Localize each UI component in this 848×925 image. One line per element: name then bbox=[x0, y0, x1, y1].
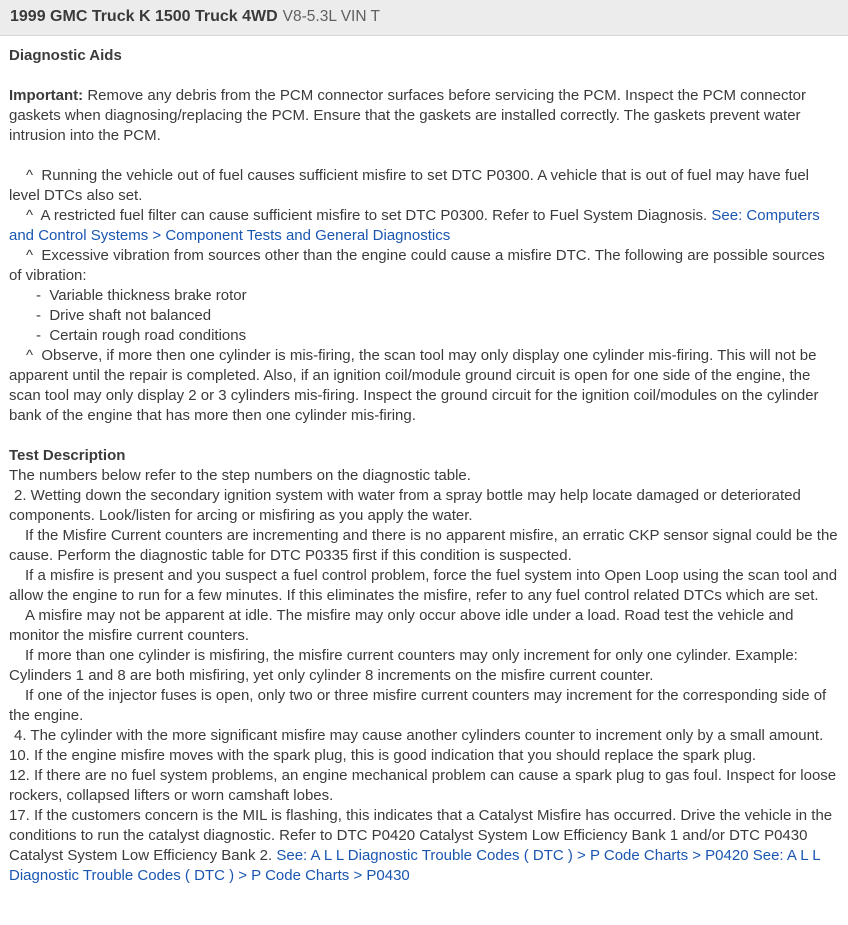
step-10: 10. If the engine misfire moves with the spark plug, this is good indication that you should replace the spark plug. bbox=[9, 747, 757, 764]
important-text: Remove any debris from the PCM connector surfaces before servicing the PCM. Inspect the PCM connector gaskets when diagnosing/replacing the PCM. Ensure that the gaskets are installed correctly. The gaskets prevent water intrusion into the PCM. bbox=[9, 87, 811, 144]
step-2-note-open-loop: If a misfire is present and you suspect a fuel control problem, force the fuel system into Open Loop using the scan tool and allow the engine to run for a few minutes. If this eliminates the misfire, refer to any fuel control related DTCs which are set. bbox=[9, 567, 842, 604]
important-note bbox=[9, 86, 839, 146]
step-2-note-injector-fuses: If one of the injector fuses is open, only two or three misfire current counters may increment for the corresponding side of the engine. bbox=[9, 687, 831, 724]
step-4: 4. The cylinder with the more significant misfire may cause another cylinders counter to increment only by a small amount. bbox=[14, 727, 824, 744]
step-17 bbox=[9, 806, 839, 886]
link-computers-and-control-systems[interactable]: See: Computers and Control Systems > Component Tests and General Diagnostics bbox=[9, 207, 824, 244]
list-item-text: ^ A restricted fuel filter can cause sufficient misfire to set DTC P0300. Refer to Fuel System Diagnosis. bbox=[26, 207, 712, 224]
engine-subtitle: V8-5.3L VIN T bbox=[282, 8, 381, 25]
list-item-fuel-out: ^ Running the vehicle out of fuel causes sufficient misfire to set DTC P0300. A vehicle that is out of fuel may have fuel level DTCs also set. bbox=[9, 167, 814, 204]
document-body bbox=[0, 36, 848, 898]
step-2-note-idle: A misfire may not be apparent at idle. The misfire may only occur above idle under a load. Road test the vehicle and monitor the misfire current counters. bbox=[9, 607, 798, 644]
step-2-note-ckp: If the Misfire Current counters are incrementing and there is no apparent misfire, an erratic CKP sensor signal could be the cause. Perform the diagnostic table for DTC P0335 first if this condition is suspected. bbox=[9, 527, 842, 564]
link-p-code-charts-p0430[interactable]: See: A L L Diagnostic Trouble Codes ( DTC ) > P Code Charts > P0430 bbox=[9, 847, 825, 884]
step-12: 12. If there are no fuel system problems, an engine mechanical problem can cause a spark plug to gas foul. Inspect for loose rockers, collapsed lifters or worn camshaft lobes. bbox=[9, 767, 841, 804]
sub-list-item-rough-road: - Certain rough road conditions bbox=[36, 327, 247, 344]
list-item-fuel-filter bbox=[9, 206, 839, 246]
section-heading-test-description: Test Description bbox=[9, 447, 126, 464]
link-p-code-charts-p0420[interactable]: See: A L L Diagnostic Trouble Codes ( DTC ) > P Code Charts > P0420 bbox=[276, 847, 749, 864]
test-description-intro: The numbers below refer to the step numbers on the diagnostic table. bbox=[9, 467, 471, 484]
section-heading-diagnostic-aids: Diagnostic Aids bbox=[9, 47, 122, 64]
list-item-vibration: ^ Excessive vibration from sources other than the engine could cause a misfire DTC. The following are possible sources of vibration: bbox=[9, 247, 829, 284]
sub-list-item-drive-shaft: - Drive shaft not balanced bbox=[36, 307, 212, 324]
step-2-note-multiple-cylinders: If more than one cylinder is misfiring, the misfire current counters may only increment for only one cylinder. Example: Cylinders 1 and 8 are both misfiring, yet only cylinder 8 increments on the misfire current counter. bbox=[9, 647, 802, 684]
sub-list-item-brake-rotor: - Variable thickness brake rotor bbox=[36, 287, 247, 304]
step-2: 2. Wetting down the secondary ignition system with water from a spray bottle may help locate damaged or deteriorated components. Look/listen for arcing or misfiring as you apply the water. bbox=[9, 487, 805, 524]
vehicle-title: 1999 GMC Truck K 1500 Truck 4WD bbox=[10, 8, 278, 25]
step-17-text: 17. If the customers concern is the MIL is flashing, this indicates that a Catalyst Misfire has occurred. Drive the vehicle in the conditions to run the catalyst diagnostic. Refer to DTC P0420 Catalyst System Low Efficiency Bank 1 and/or DTC P0430 Catalyst System Low Efficiency Bank 2. bbox=[9, 807, 837, 864]
list-item-observe: ^ Observe, if more then one cylinder is mis-firing, the scan tool may only display one cylinder mis-firing. This will not be apparent until the repair is completed. Also, if an ignition coil/module ground circuit is open for one side of the engine, the scan tool may only display 2 or 3 cylinders mis-firing. Inspect the ground circuit for the ignition coil/modules on the cylinder bank of the engine that has more then one cylinder mis-firing. bbox=[9, 347, 823, 424]
page-header bbox=[0, 0, 848, 36]
important-label: Important: bbox=[9, 87, 84, 104]
